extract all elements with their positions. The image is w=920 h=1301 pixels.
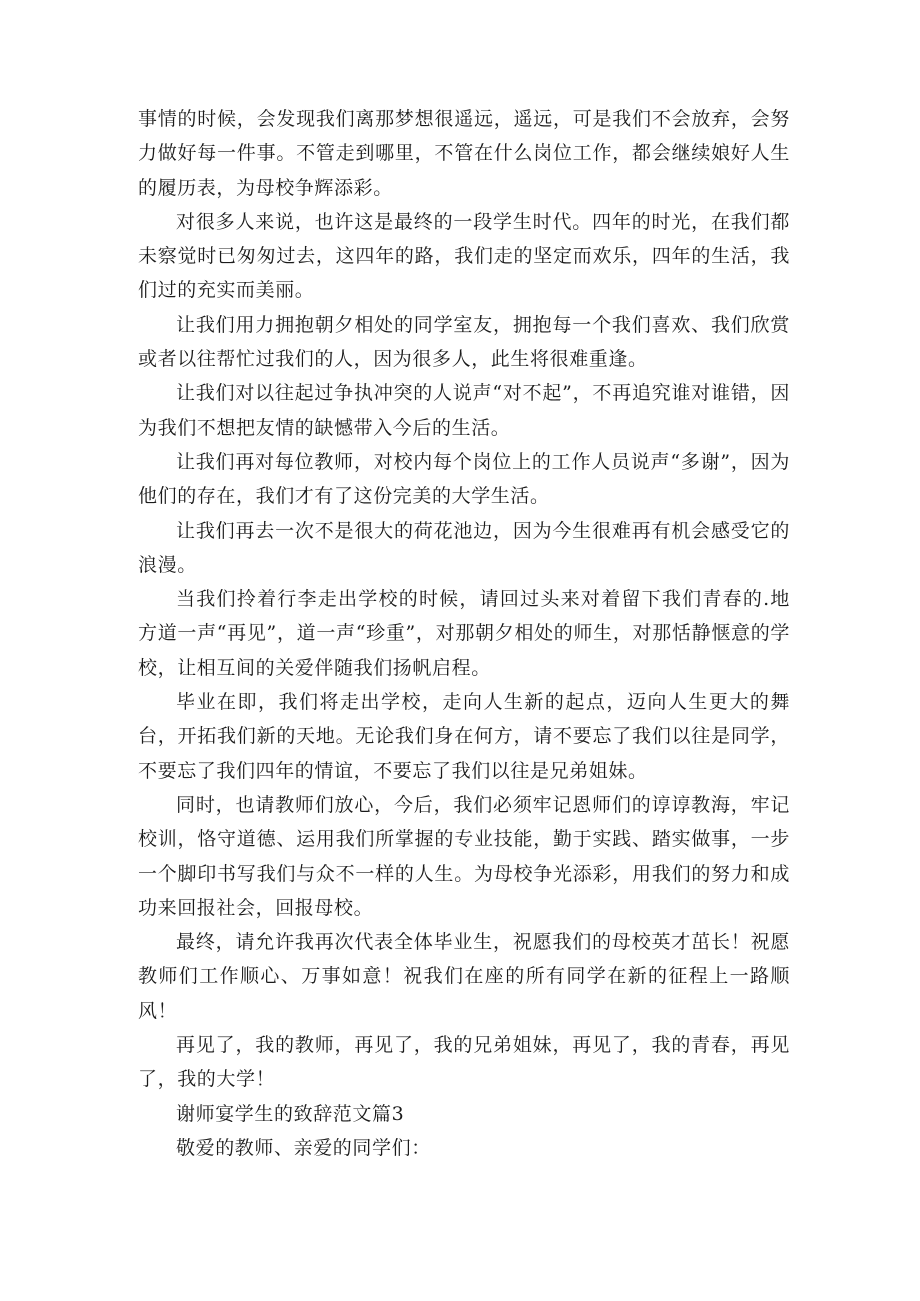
- document-page: [138, 102, 790, 1165]
- paragraph: 毕业在即，我们将走出学校，走向人生新的起点，迈向人生更大的舞台，开拓我们新的天地。无论我们身在何方，请不要忘了我们以往是同学，不要忘了我们四年的情谊，不要忘了我们以往是兄弟姐妹。: [138, 691, 790, 782]
- paragraph: 事情的时候，会发现我们离那梦想很遥远，遥远，可是我们不会放弃，会努力做好每一件事。不管走到哪里，不管在什么岗位工作，都会继续娘好人生的履历表，为母校争辉添彩。: [138, 108, 790, 199]
- paragraph: 对很多人来说，也许这是最终的一段学生时代。四年的时光，在我们都未察觉时已匆匆过去，这四年的路，我们走的坚定而欢乐，四年的生活，我们过的充实而美丽。: [138, 210, 790, 302]
- paragraph: 让我们再去一次不是很大的荷花池边，因为今生很难再有机会感受它的浪漫。: [138, 519, 790, 576]
- paragraph: 让我们用力拥抱朝夕相处的同学室友，拥抱每一个我们喜欢、我们欣赏或者以往帮忙过我们的人，因为很多人，此生将很难重逢。: [138, 313, 790, 371]
- paragraph: 同时，也请教师们放心，今后，我们必须牢记恩师们的谆谆教海，牢记校训，恪守道德、运用我们所掌握的专业技能，勤于实践、踏实做事，一步一个脚印书写我们与众不一样的人生。为母校争光添彩，用我们的努力和成功来回报社会，回报母校。: [138, 793, 790, 919]
- paragraph: 让我们再对每位教师，对校内每个岗位上的工作人员说声“多谢”，因为他们的存在，我们才有了这份完美的大学生活。: [138, 450, 790, 508]
- paragraph: 再见了，我的教师，再见了，我的兄弟姐妹，再见了，我的青春，再见了，我的大学！: [138, 1034, 790, 1091]
- section-heading: 谢师宴学生的致辞范文篇3: [176, 1102, 405, 1125]
- paragraph: 当我们拎着行李走出学校的时候，请回过头来对着留下我们青春的.地方道一声“再见”，道一声“珍重”，对那朝夕相处的师生，对那恬静惬意的学校，让相互间的关爱伴随我们扬帆启程。: [138, 588, 790, 679]
- paragraph: 最终，请允许我再次代表全体毕业生，祝愿我们的母校英才茁长！祝愿教师们工作顺心、万事如意！祝我们在座的所有同学在新的征程上一路顺风！: [138, 931, 790, 1022]
- paragraph: 让我们对以往起过争执冲突的人说声“对不起”，不再追究谁对谁错，因为我们不想把友情的缺憾带入今后的生活。: [138, 382, 790, 439]
- salutation: 敬爱的教师、亲爱的同学们：: [176, 1136, 431, 1159]
